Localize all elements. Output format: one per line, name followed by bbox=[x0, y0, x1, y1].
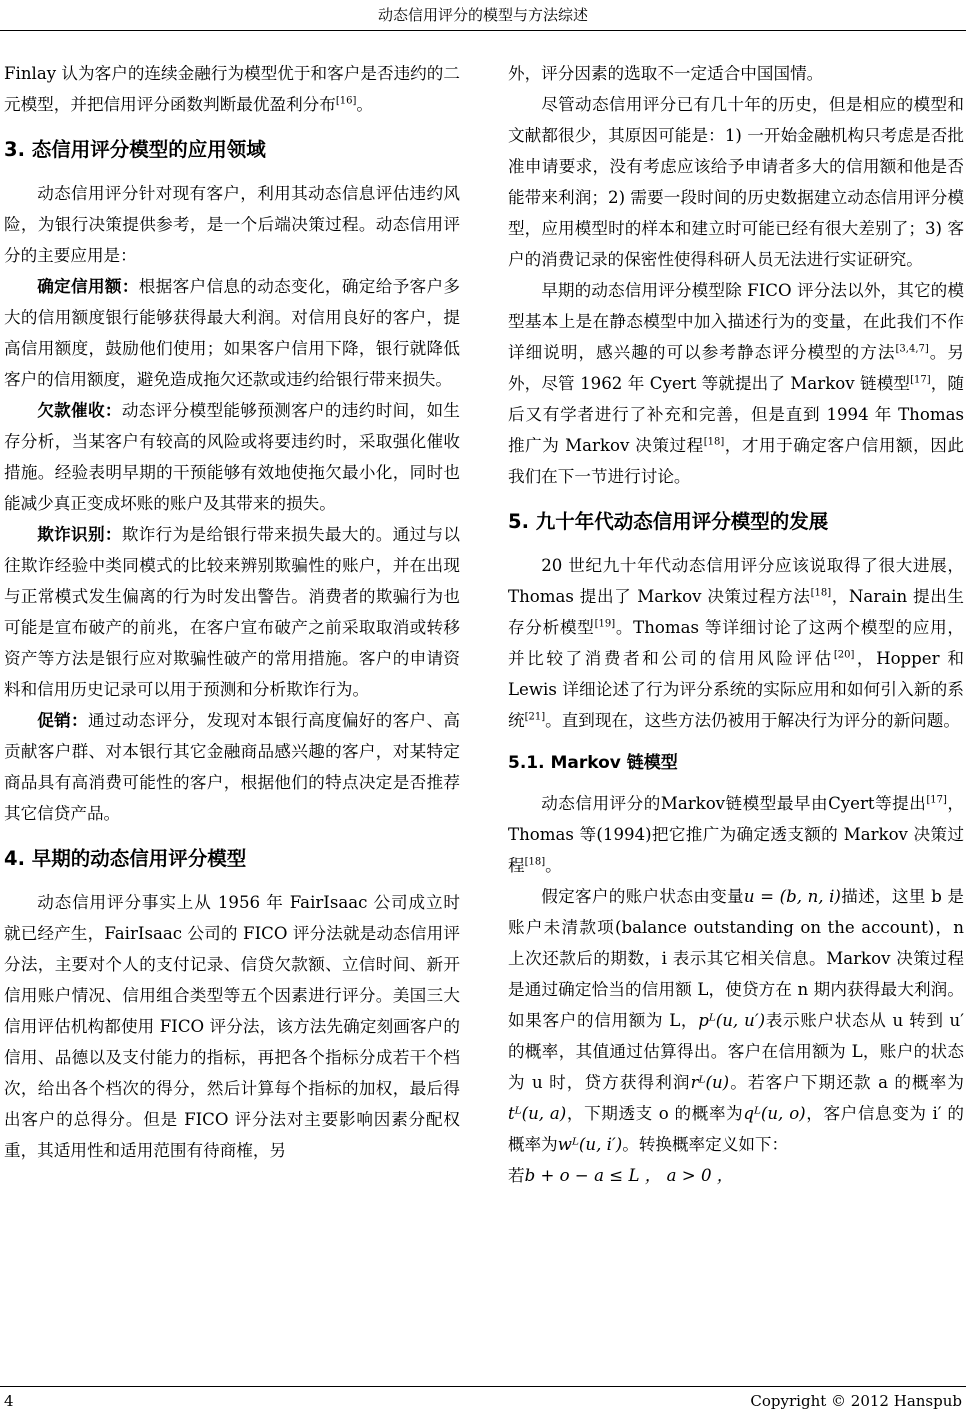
intro-paragraph: Finlay 认为客户的连续金融行为模型优于和客户是否违约的二元模型，并把信用评分函数判断最优盈利分布[16]。 bbox=[4, 64, 460, 114]
section-4-paragraph: 动态信用评分事实上从 1956 年 FairIsaac 公司成立时就已经产生，FairIsaac 公司的 FICO 评分法就是动态信用评分法，主要对个人的支付记录、信贷欠款额、立信时间、新开信用账户情况、信用组合类型等五个因素进行评分。美国三大信用评估机构都使用 FICO 评分法，该方法先确定刻画客户的信用、品德以及支付能力的指标，再把各个指标分成若干个档次，给出各个档次的得分，然后计算每个指标的加权，最后得出客户的总得分。但是 FICO 评分法对主要影响因素分配权重，其适用性和适用范围有待商榷，另 bbox=[4, 893, 460, 1160]
condition-line: 若b + o − a ≤ L ， a > 0 ， bbox=[508, 1166, 734, 1185]
history-paragraph: 尽管动态信用评分已有几十年的历史，但是相应的模型和文献都很少，其原因可能是：1) 一开始金融机构只考虑是否批准申请要求，没有考虑应该给予申请者多大的信用额和他是否能带来利润；2) 需要一段时间的历史数据建立动态信用评分模型，应用模型时的样本和建立时可能已经有很大差别了；3) 客户的消费记录的保密性使得科研人员无法进行实证研究。 bbox=[508, 95, 964, 269]
citation: [18] bbox=[524, 856, 546, 868]
running-header: 动态信用评分的模型与方法综述 bbox=[377, 6, 588, 24]
section-3-paragraph: 动态信用评分针对现有客户，利用其动态信息评估违约风险，为银行决策提供参考，是一个后端决策过程。动态信用评分的主要应用是： bbox=[4, 184, 460, 265]
citation: [21] bbox=[524, 711, 546, 723]
continued-paragraph: 外，评分因素的选取不一定适合中国国情。 bbox=[508, 64, 824, 83]
section-3-heading: 3. 态信用评分模型的应用领域 bbox=[4, 138, 266, 161]
equation: qᴸ(u, o) bbox=[743, 1104, 806, 1123]
footer-rule bbox=[0, 1386, 966, 1387]
application-promotion: 促销：通过动态评分，发现对本银行高度偏好的客户、高贡献客户群、对本银行其它金融商品感兴趣的客户，对某特定商品具有高消费可能性的客户，根据他们的特点决定是否推荐其它信贷产品。 bbox=[4, 710, 461, 823]
equation: u = (b, n, i) bbox=[743, 887, 841, 906]
section-5-heading: 5. 九十年代动态信用评分模型的发展 bbox=[508, 510, 829, 533]
early-models-paragraph: 早期的动态信用评分模型除 FICO 评分法以外，其它的模型基本上是在静态模型中加入描述行为的变量，在此我们不作详细说明，感兴趣的可以参考静态评分模型的方法[3,4,7]。另外，尽管 1962 年 Cyert 等就提出了 Markov 链模型[17]，随后又有学者进行了补充和完善，但是直到 1994 年 Thomas 推广为 Markov 决策过程[18]，才用于确定客户信用额，因此我们在下一节进行讨论。 bbox=[508, 281, 965, 486]
citation: [16] bbox=[335, 95, 357, 107]
citation: [3,4,7] bbox=[895, 343, 929, 355]
equation: pᴸ(u, u′) bbox=[698, 1011, 766, 1030]
section-5-paragraph: 20 世纪九十年代动态信用评分应该说取得了很大进展，Thomas 提出了 Markov 决策过程方法[18]，Narain 提出生存分析模型[19]。Thomas 等详细讨论了这两个模型的应用，并比较了消费者和公司的信用风险评估[20]，Hopper 和 Lewis 详细论述了行为评分系统的实际应用和如何引入新的系统[21]。直到现在，这些方法仍被用于解决行为评分的新问题。 bbox=[508, 556, 965, 730]
citation: [18] bbox=[810, 587, 832, 599]
equation: wᴸ(u, i′) bbox=[557, 1135, 623, 1154]
equation: tᴸ(u, a) bbox=[508, 1104, 567, 1123]
citation: [20] bbox=[833, 649, 855, 661]
page-number: 4 bbox=[4, 1392, 14, 1410]
citation: [17] bbox=[926, 794, 947, 806]
section-5-1-heading: 5.1. Markov 链模型 bbox=[508, 753, 678, 773]
right-column bbox=[508, 58, 964, 1191]
copyright-notice: Copyright © 2012 Hanspub bbox=[750, 1392, 962, 1410]
application-collection: 欠款催收：动态评分模型能够预测客户的违约时间，如生存分析，当某客户有较高的风险或将要违约时，采取强化催收措施。经验表明早期的干预能够有效地使拖欠最小化，同时也能减少真正变成坏账的账户及其带来的损失。 bbox=[4, 400, 461, 513]
markov-intro-paragraph: 动态信用评分的Markov链模型最早由Cyert等提出[17]，Thomas 等(1994)把它推广为确定透支额的 Markov 决策过程[18]。 bbox=[508, 794, 964, 875]
equation: rᴸ(u) bbox=[690, 1073, 730, 1092]
application-credit-limit: 确定信用额：根据客户信息的动态变化，确定给予客户多大的信用额度银行能够获得最大利润。对信用良好的客户，提高信用额度，鼓励他们使用；如果客户信用下降，银行就降低客户的信用额度，避免造成拖欠还款或违约给银行带来损失。 bbox=[4, 276, 461, 389]
citation: [17] bbox=[910, 374, 931, 386]
citation: [18] bbox=[703, 436, 725, 448]
header-rule bbox=[0, 30, 966, 31]
application-fraud: 欺诈识别：欺诈行为是给银行带来损失最大的。通过与以往欺诈经验中类同模式的比较来辨别欺骗性的账户，并在出现与正常模式发生偏离的行为时发出警告。消费者的欺骗行为也可能是宣布破产的前兆，在客户宣布破产之前采取取消或转移资产等方法是银行应对欺骗性破产的常用措施。客户的申请资料和信用历史记录可以用于预测和分析欺诈行为。 bbox=[4, 524, 461, 699]
section-4-heading: 4. 早期的动态信用评分模型 bbox=[4, 847, 247, 870]
equation: b + o − a ≤ L ， a > 0 ， bbox=[524, 1166, 734, 1185]
markov-definition-paragraph: 假定客户的账户状态由变量u = (b, n, i)描述，这里 b 是账户未清款项(balance outstanding on the account)，n 上次还款后的期数，i 表示其它相关信息。Markov 决策过程是通过确定恰当的信用额 L，使贷方在 n 期内获得最大利润。如果客户的信用额为 L，pᴸ(u, u′)表示账户状态从 u 转到 u′ 的概率，其值通过估算得出。客户在信用额为 L，账户的状态为 u 时，贷方获得利润rᴸ(u)。若客户下期还款 a 的概率为tᴸ(u, a)，下期透支 o 的概率为qᴸ(u, o)，客户信息变为 i′ 的概率为wᴸ(u, i′)。转换概率定义如下： bbox=[508, 887, 965, 1154]
citation: [19] bbox=[594, 618, 616, 630]
left-column bbox=[4, 58, 460, 1166]
